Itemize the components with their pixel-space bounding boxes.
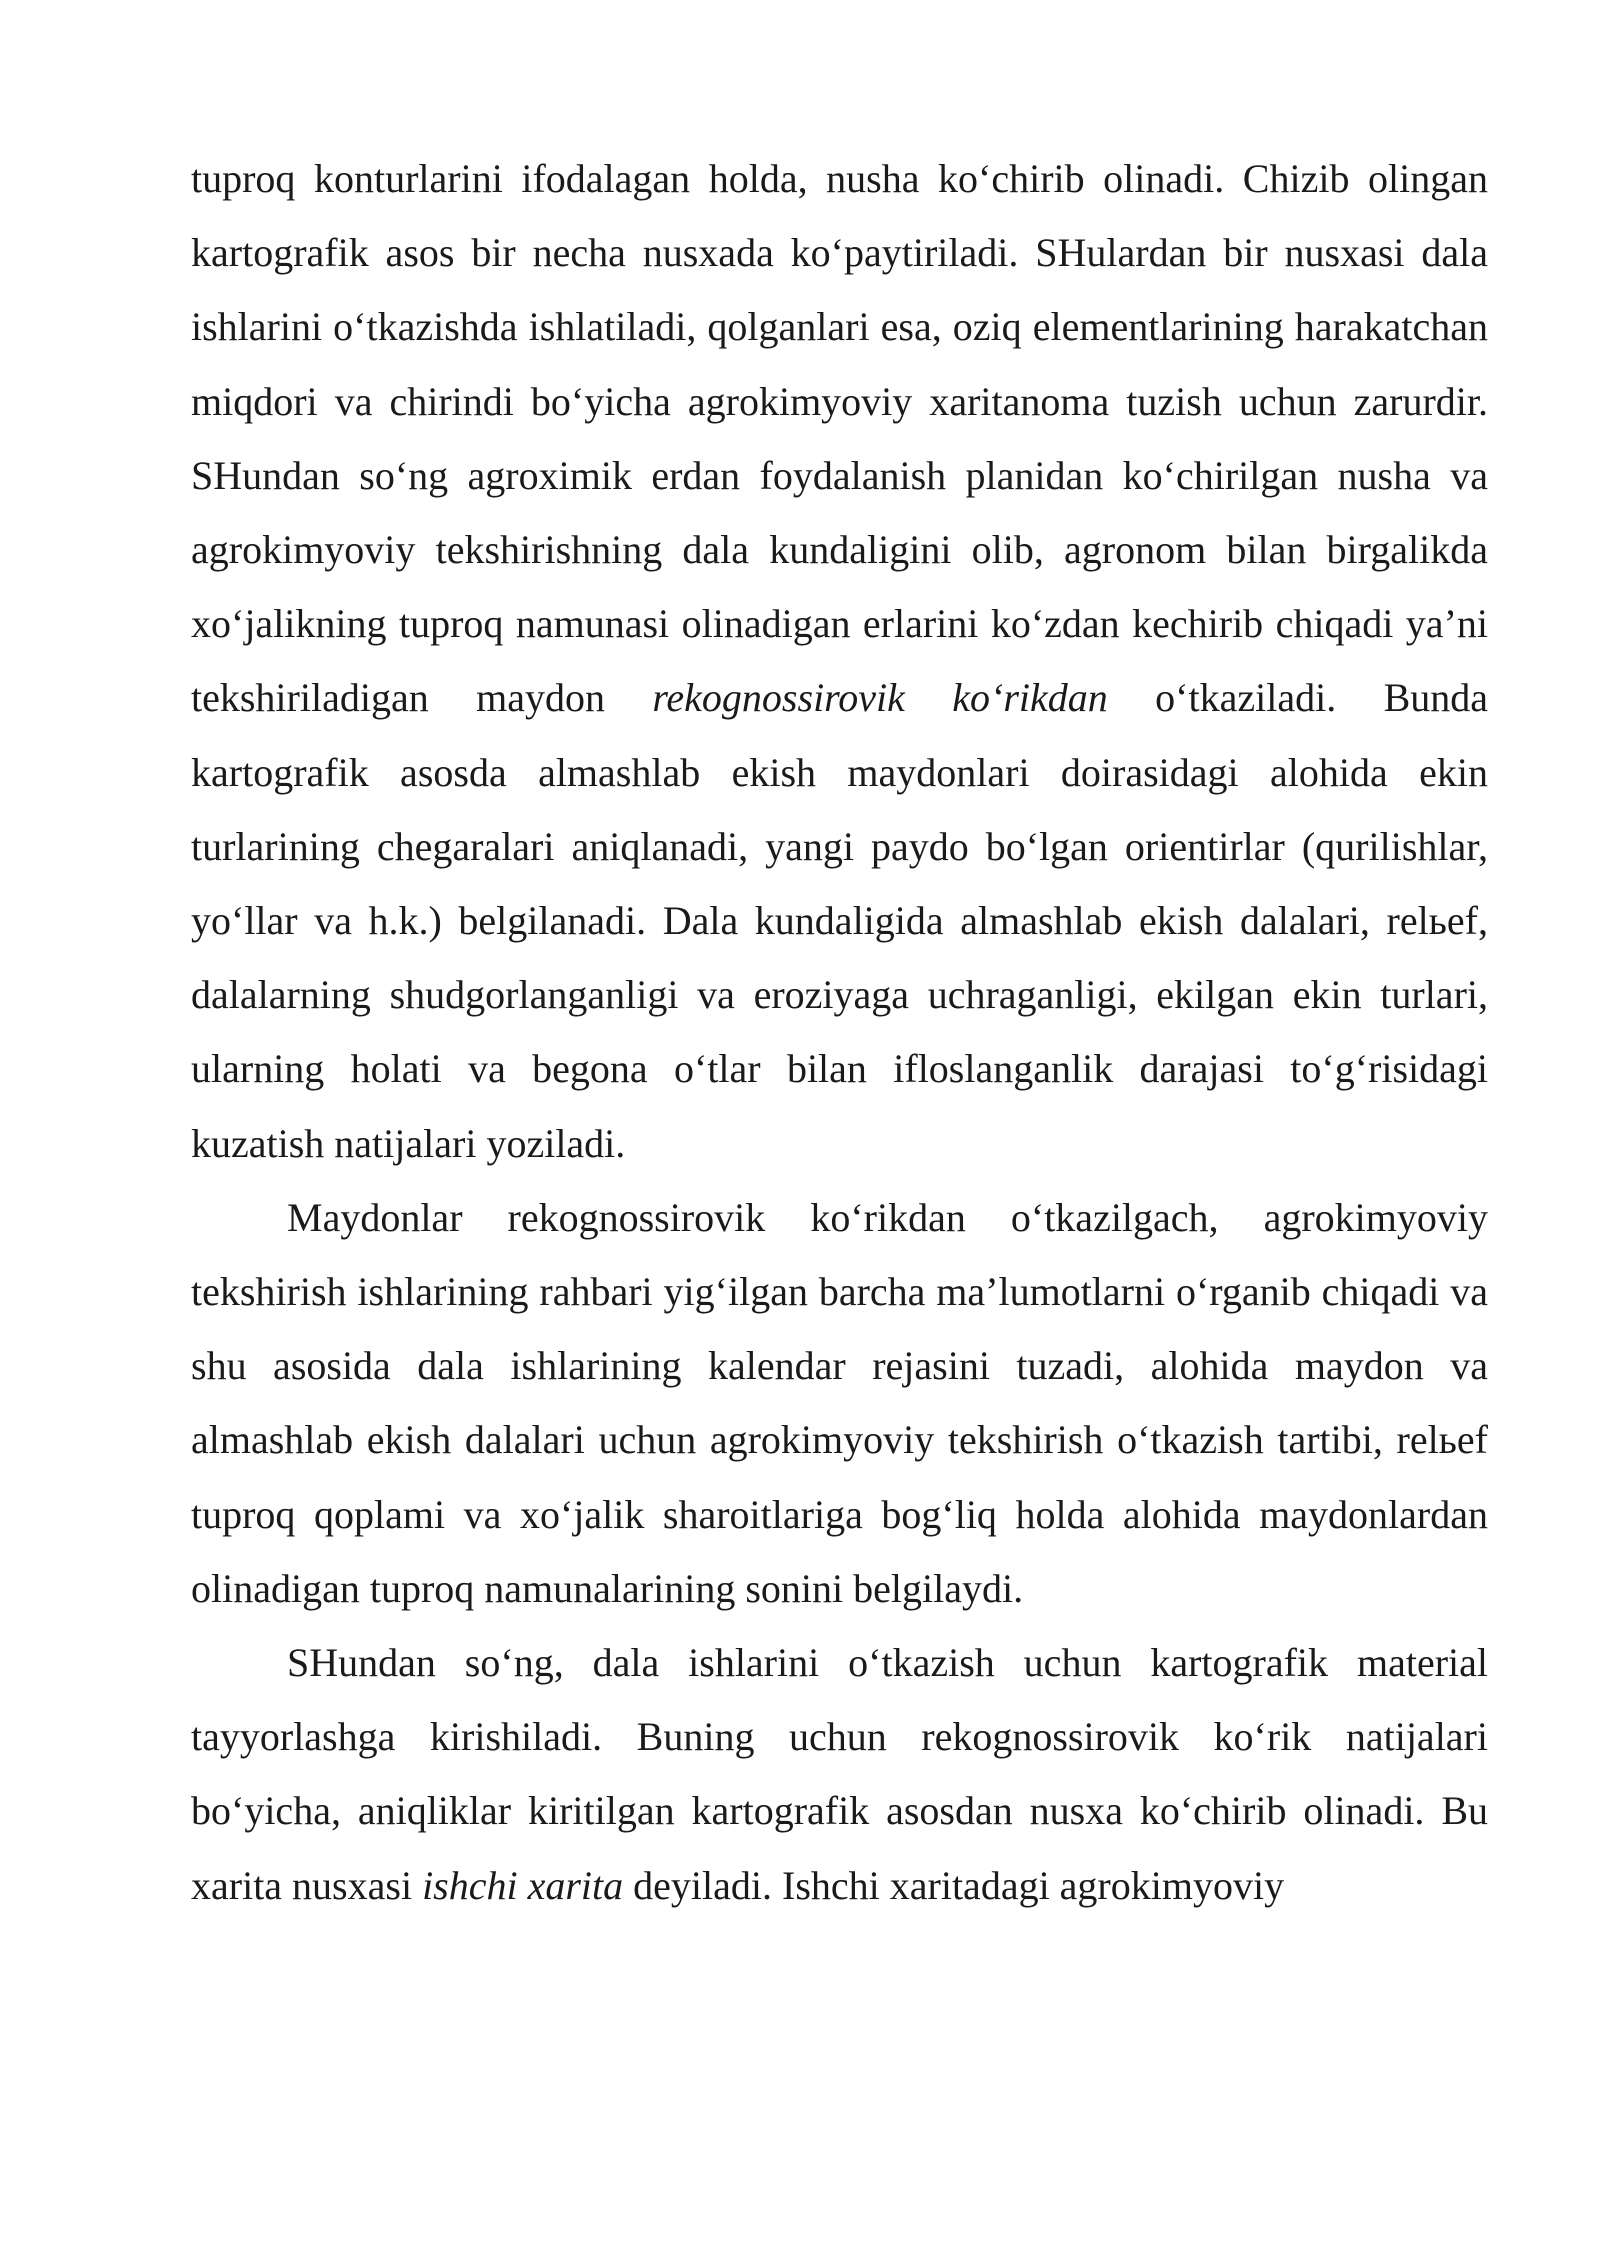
paragraph-3 [191,1626,1488,1923]
paragraph-1-text-b: o‘tkaziladi. Bunda kartografik asosda almashlab ekish maydonlari doirasidagi alohida ekin turlarining chegaralari aniqlanadi, yangi paydo bo‘lgan orientirlar (qurilishlar, yo‘llar va h.k.) belgilanadi. Dala kundaligida almashlab ekish dalalari, relьef, dalalarning shudgorlanganligi va eroziyaga uchraganligi, ekilgan ekin turlari, ularning holati va begona o‘tlar bilan ifloslanganlik darajasi to‘g‘risidagi kuzatish natijalari yoziladi. [191,675,1489,1166]
paragraph-2-text: Maydonlar rekognossirovik ko‘rikdan o‘tkazilgach, agrokimyoviy tekshirish ishlarining rahbari yig‘ilgan barcha ma’lumotlarni o‘rganib chiqadi va shu asosida dala ishlarining kalendar rejasini tuzadi, alohida maydon va almashlab ekish dalalari uchun agrokimyoviy tekshirish o‘tkazish tartibi, relьef tuproq qoplami va xo‘jalik sharoitlariga bog‘liq holda alohida maydonlardan olinadigan tuproq namunalarining sonini belgilaydi. [191,1194,1488,1611]
body-text [191,142,1488,1923]
paragraph-3-text-b: deyiladi. Ishchi xaritadagi agrokimyoviy [623,1862,1285,1908]
paragraph-1-text-a: tuproq konturlarini ifodalagan holda, nusha ko‘chirib olinadi. Chizib olingan kartografik asos bir necha nusxada ko‘paytiriladi. SHulardan bir nusxasi dala ishlarini o‘tkazishda ishlatiladi, qolganlari esa, oziq elementlarining harakatchan miqdori va chirindi bo‘yicha agrokimyoviy xaritanoma tuzish uchun zarurdir. SHundan so‘ng agroximik erdan foydalanish planidan ko‘chirilgan nusha va agrokimyoviy tekshirishning dala kundaligini olib, agronom bilan birgalikda xo‘jalikning tuproq namunasi olinadigan erlarini ko‘zdan kechirib chiqadi ya’ni tekshiriladigan maydon [191,156,1488,721]
paragraph-1-italic-term: rekognossirovik ko‘rikdan [652,675,1108,721]
paragraph-3-italic-term: ishchi xarita [422,1862,624,1908]
paragraph-3-text-a: SHundan so‘ng, dala ishlarini o‘tkazish uchun kartografik material tayyorlashga kirishiladi. Buning uchun rekognossirovik ko‘rik natijalari bo‘yicha, aniqliklar kiritilgan kartografik asosdan nusxa ko‘chirib olinadi. Bu xarita nusxasi [191,1640,1488,1908]
paragraph-1 [191,142,1488,1181]
paragraph-2 [191,1181,1488,1626]
